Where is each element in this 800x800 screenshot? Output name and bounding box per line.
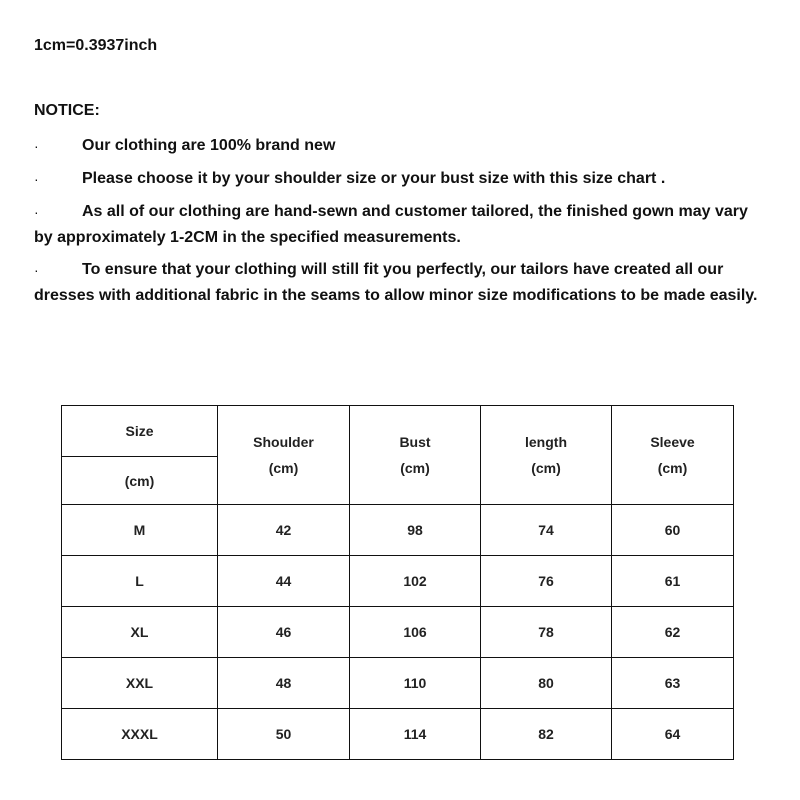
table-row xyxy=(62,505,734,556)
cell-shoulder: 50 xyxy=(218,709,350,760)
cell-sleeve: 62 xyxy=(612,607,734,658)
header-size-unit: (cm) xyxy=(62,457,218,505)
bullet-mark: · xyxy=(34,171,39,187)
cell-size: M xyxy=(62,505,218,556)
cell-length: 80 xyxy=(481,658,612,709)
cell-shoulder: 46 xyxy=(218,607,350,658)
notice-item xyxy=(34,166,769,192)
cell-bust: 106 xyxy=(350,607,481,658)
cell-length: 78 xyxy=(481,607,612,658)
cell-bust: 114 xyxy=(350,709,481,760)
header-size: Size xyxy=(62,406,218,457)
header-shoulder xyxy=(218,406,350,505)
header-sleeve-unit: (cm) xyxy=(657,460,688,476)
table-row xyxy=(62,709,734,760)
bullet-mark: · xyxy=(34,138,39,154)
header-bust-label: Bust xyxy=(399,434,431,450)
cell-shoulder: 44 xyxy=(218,556,350,607)
cell-sleeve: 63 xyxy=(612,658,734,709)
header-length-unit: (cm) xyxy=(531,460,561,476)
table-row xyxy=(62,556,734,607)
notice-item-text: Please choose it by your shoulder size or your bust size with this size chart . xyxy=(82,170,666,187)
header-shoulder-unit: (cm) xyxy=(268,460,299,476)
size-chart-table xyxy=(61,405,734,760)
cell-bust: 98 xyxy=(350,505,481,556)
notice-item-text: As all of our clothing are hand-sewn and customer tailored, the finished gown may vary by approximately 1-2CM in the specified measurements. xyxy=(34,203,748,246)
notice-title: NOTICE: xyxy=(34,102,100,119)
header-length xyxy=(481,406,612,505)
cell-shoulder: 42 xyxy=(218,505,350,556)
cell-length: 82 xyxy=(481,709,612,760)
notice-item-text: To ensure that your clothing will still fit you perfectly, our tailors have created all our dresses with additional fabric in the seams to allow minor size modifications to be made easily. xyxy=(34,261,758,304)
notice-item-text: Our clothing are 100% brand new xyxy=(82,137,336,154)
header-length-label: length xyxy=(525,434,567,450)
notice-item xyxy=(34,133,769,159)
table-row xyxy=(62,658,734,709)
cell-sleeve: 61 xyxy=(612,556,734,607)
cell-bust: 102 xyxy=(350,556,481,607)
cell-size: XXL xyxy=(62,658,218,709)
cell-sleeve: 64 xyxy=(612,709,734,760)
notice-item xyxy=(34,199,769,251)
table-header-row xyxy=(62,406,734,457)
header-bust-unit: (cm) xyxy=(400,460,430,476)
header-sleeve xyxy=(612,406,734,505)
header-shoulder-label: Shoulder xyxy=(253,434,314,450)
table-row xyxy=(62,607,734,658)
cell-length: 76 xyxy=(481,556,612,607)
cell-size: XXXL xyxy=(62,709,218,760)
header-sleeve-label: Sleeve xyxy=(650,434,695,450)
cell-size: XL xyxy=(62,607,218,658)
header-bust xyxy=(350,406,481,505)
cell-shoulder: 48 xyxy=(218,658,350,709)
cell-bust: 110 xyxy=(350,658,481,709)
cell-length: 74 xyxy=(481,505,612,556)
notice-item xyxy=(34,257,769,309)
bullet-mark: · xyxy=(34,262,39,278)
unit-conversion: 1cm=0.3937inch xyxy=(34,37,158,54)
bullet-mark: · xyxy=(34,204,39,220)
cell-sleeve: 60 xyxy=(612,505,734,556)
cell-size: L xyxy=(62,556,218,607)
